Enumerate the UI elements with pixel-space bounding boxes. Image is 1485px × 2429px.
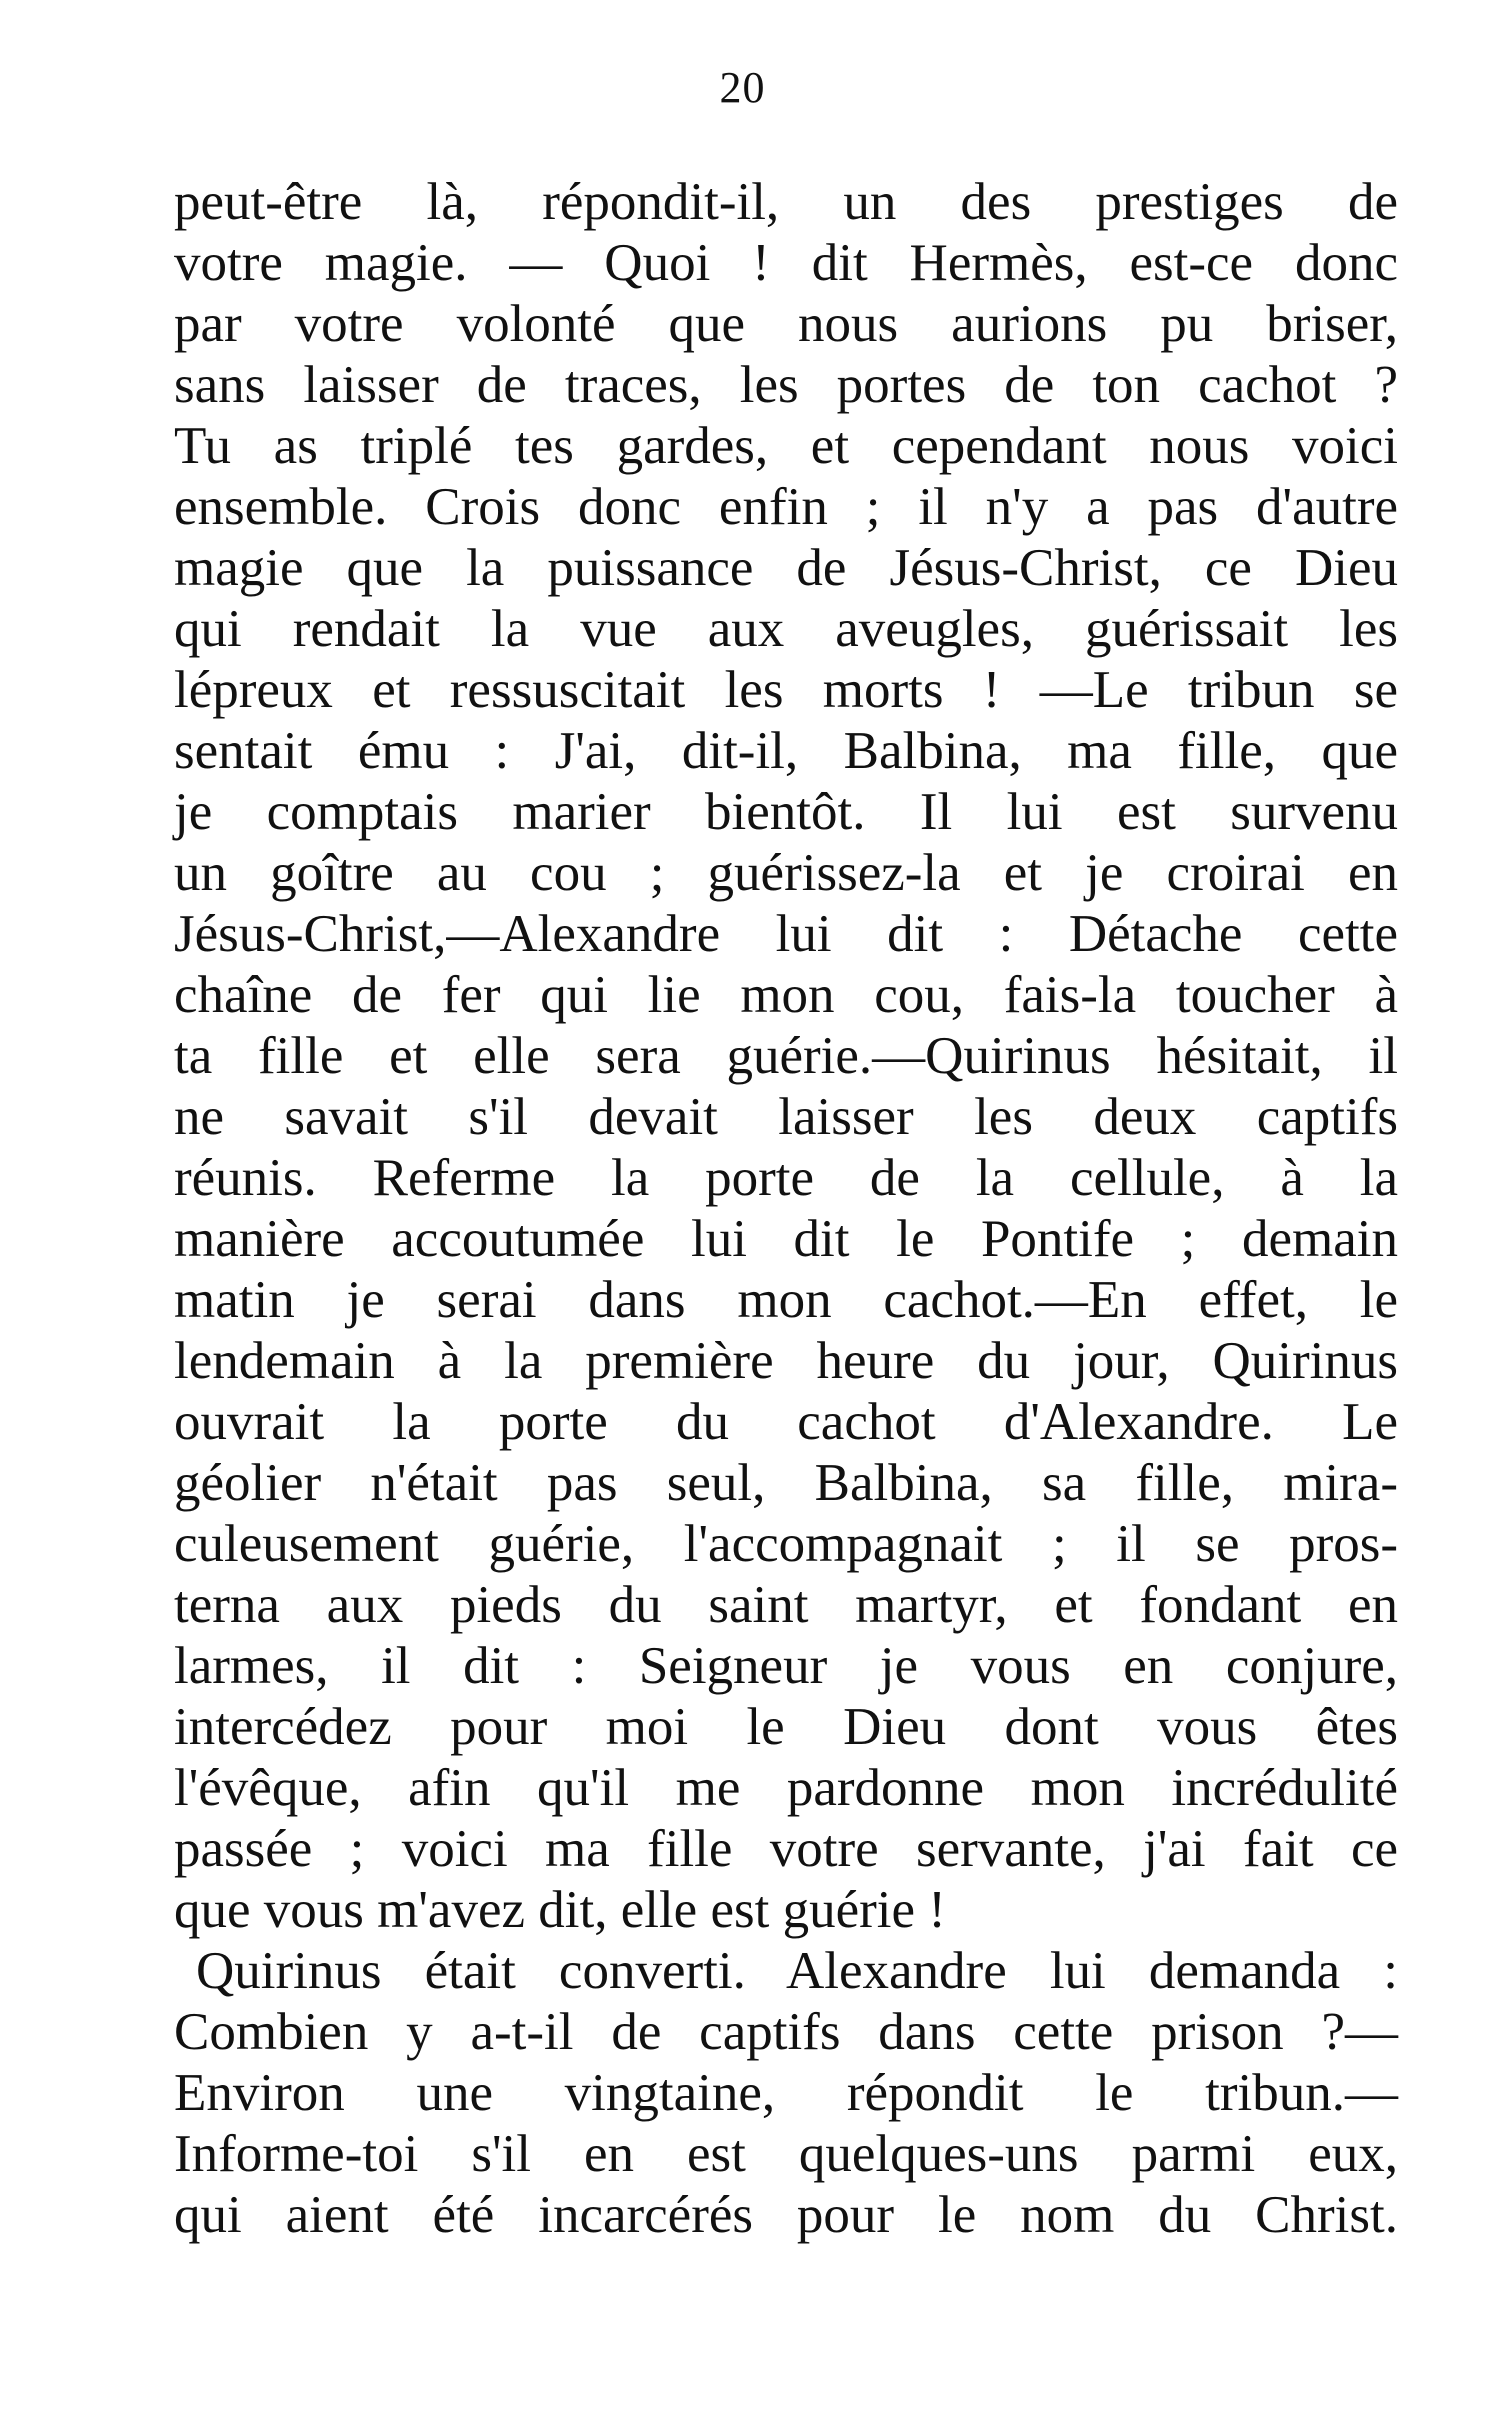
text-line: larmes, il dit : Seigneur je vous en conjure, <box>174 1637 1398 1695</box>
text-line: Environ une vingtaine, répondit le tribun.— <box>174 2064 1398 2122</box>
text-line: lépreux et ressuscitait les morts ! —Le tribun se <box>174 661 1398 719</box>
text-line: Jésus-Christ,—Alexandre lui dit : Détache cette <box>174 905 1398 963</box>
text-line: Tu as triplé tes gardes, et cependant nous voici <box>174 417 1398 475</box>
text-line: ouvrait la porte du cachot d'Alexandre. Le <box>174 1393 1398 1451</box>
text-line: votre magie. — Quoi ! dit Hermès, est-ce donc <box>174 234 1398 292</box>
text-line: chaîne de fer qui lie mon cou, fais-la toucher à <box>174 966 1398 1024</box>
text-line: géolier n'était pas seul, Balbina, sa fille, mira- <box>174 1454 1398 1512</box>
text-line: culeusement guérie, l'accompagnait ; il se pros- <box>174 1515 1398 1573</box>
text-line: ta fille et elle sera guérie.—Quirinus hésitait, il <box>174 1027 1398 1085</box>
text-line: ensemble. Crois donc enfin ; il n'y a pas d'autre <box>174 478 1398 536</box>
text-line: peut-être là, répondit-il, un des prestiges de <box>174 173 1398 231</box>
text-line: manière accoutumée lui dit le Pontife ; demain <box>174 1210 1398 1268</box>
text-line: que vous m'avez dit, elle est guérie ! <box>174 1881 946 1939</box>
text-line: réunis. Referme la porte de la cellule, à la <box>174 1149 1398 1207</box>
text-line: passée ; voici ma fille votre servante, j'ai fait ce <box>174 1820 1398 1878</box>
text-line: sentait ému : J'ai, dit-il, Balbina, ma fille, que <box>174 722 1398 780</box>
page-number: 20 <box>719 63 766 112</box>
text-line: je comptais marier bientôt. Il lui est survenu <box>174 783 1398 841</box>
text-line: sans laisser de traces, les portes de ton cachot ? <box>174 356 1398 414</box>
text-line: matin je serai dans mon cachot.—En effet, le <box>174 1271 1398 1329</box>
text-line: Combien y a-t-il de captifs dans cette prison ?— <box>174 2003 1398 2061</box>
text-line: par votre volonté que nous aurions pu briser, <box>174 295 1398 353</box>
text-line: un goître au cou ; guérissez-la et je croirai en <box>174 844 1398 902</box>
body-text <box>174 172 1398 2246</box>
text-line: ne savait s'il devait laisser les deux captifs <box>174 1088 1398 1146</box>
text-line: Informe-toi s'il en est quelques-uns parmi eux, <box>174 2125 1398 2183</box>
text-line: lendemain à la première heure du jour, Quirinus <box>174 1332 1398 1390</box>
paragraph-start-line: Quirinus était converti. Alexandre lui demanda : <box>196 1942 1398 2000</box>
text-line: qui aient été incarcérés pour le nom du Christ. <box>174 2186 1398 2244</box>
text-line: magie que la puissance de Jésus-Christ, ce Dieu <box>174 539 1398 597</box>
text-line: terna aux pieds du saint martyr, et fondant en <box>174 1576 1398 1634</box>
text-line: qui rendait la vue aux aveugles, guérissait les <box>174 600 1398 658</box>
text-line: intercédez pour moi le Dieu dont vous êtes <box>174 1698 1398 1756</box>
text-line: l'évêque, afin qu'il me pardonne mon incrédulité <box>174 1759 1398 1817</box>
